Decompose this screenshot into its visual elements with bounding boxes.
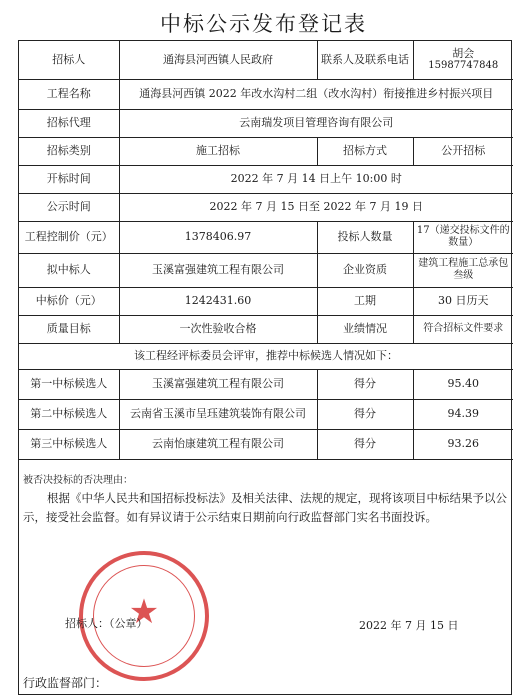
page-title: 中标公示发布登记表	[160, 12, 367, 36]
performance-value: 符合招标文件要求	[413, 315, 513, 343]
category-value: 施工招标	[119, 137, 317, 165]
table-row	[19, 41, 513, 79]
table-row	[19, 429, 513, 459]
tenderer-signature: 招标人：（公章）	[65, 617, 148, 630]
winner-value: 玉溪富强建筑工程有限公司	[119, 253, 317, 287]
candidate-score-label: 得分	[317, 429, 413, 459]
qualification-value: 建筑工程施工总承包叁级	[413, 253, 513, 287]
bid-price-value: 1242431.60	[119, 287, 317, 315]
tenderer-label: 招标人	[19, 41, 119, 79]
table-row	[19, 109, 513, 137]
tenderer-value: 通海县河西镇人民政府	[119, 41, 317, 79]
candidate-score: 93.26	[413, 429, 513, 459]
review-note: 该工程经评标委员会评审，推荐中标候选人情况如下：	[19, 343, 513, 369]
project-value: 通海县河西镇 2022 年改水沟村二组（改水沟村）衔接推进乡村振兴项目	[119, 79, 513, 109]
agent-value: 云南瑞发项目管理咨询有限公司	[119, 109, 513, 137]
publicity-time-value: 2022 年 7 月 15 日至 2022 年 7 月 19 日	[119, 193, 513, 221]
bidders-label: 投标人数量	[317, 221, 413, 253]
winner-label: 拟中标人	[19, 253, 119, 287]
declaration-text: 根据《中华人民共和国招标投标法》及相关法律、法规的规定，现将该项目中标结果予以公示，接受社会监督。如有异议请于公示结束日期前向行政监督部门实名书面投诉。	[23, 491, 507, 524]
table-row	[19, 221, 513, 253]
control-price-label: 工程控制价（元）	[19, 221, 119, 253]
table-row	[19, 399, 513, 429]
candidate-rank: 第二中标候选人	[19, 399, 119, 429]
objection-reason-label: 被否决投标的否决理由：	[23, 475, 133, 486]
open-time-value: 2022 年 7 月 14 日上午 10:00 时	[119, 165, 513, 193]
open-time-label: 开标时间	[19, 165, 119, 193]
table-row	[19, 315, 513, 343]
info-table	[19, 41, 513, 460]
candidate-name: 云南怡康建筑工程有限公司	[119, 429, 317, 459]
bidders-value: 17（递交投标文件的数量）	[413, 221, 513, 253]
contact-phone: 15987747848	[428, 60, 499, 72]
contact-name: 胡会	[452, 46, 475, 60]
signature-date: 2022 年 7 月 15 日	[359, 619, 459, 632]
candidate-score: 95.40	[413, 369, 513, 399]
performance-label: 业绩情况	[317, 315, 413, 343]
method-value: 公开招标	[413, 137, 513, 165]
quality-value: 一次性验收合格	[119, 315, 317, 343]
quality-label: 质量目标	[19, 315, 119, 343]
table-row	[19, 137, 513, 165]
project-label: 工程名称	[19, 79, 119, 109]
registration-form	[18, 40, 512, 695]
method-label: 招标方式	[317, 137, 413, 165]
candidate-rank: 第一中标候选人	[19, 369, 119, 399]
candidate-score: 94.39	[413, 399, 513, 429]
period-value: 30 日历天	[413, 287, 513, 315]
table-row	[19, 165, 513, 193]
table-row	[19, 193, 513, 221]
publicity-time-label: 公示时间	[19, 193, 119, 221]
table-row	[19, 253, 513, 287]
candidate-rank: 第三中标候选人	[19, 429, 119, 459]
bid-price-label: 中标价（元）	[19, 287, 119, 315]
agent-label: 招标代理	[19, 109, 119, 137]
table-row	[19, 287, 513, 315]
seal-star-icon: ★	[128, 592, 160, 632]
candidate-score-label: 得分	[317, 369, 413, 399]
supervisor-label: 行政监督部门：	[23, 676, 108, 690]
candidate-name: 玉溪富强建筑工程有限公司	[119, 369, 317, 399]
candidate-name: 云南省玉溪市呈珏建筑装饰有限公司	[119, 399, 317, 429]
contact-value	[413, 41, 513, 79]
control-price-value: 1378406.97	[119, 221, 317, 253]
qualification-label: 企业资质	[317, 253, 413, 287]
contact-label: 联系人及联系电话	[317, 41, 413, 79]
table-row	[19, 369, 513, 399]
candidate-score-label: 得分	[317, 399, 413, 429]
table-row	[19, 79, 513, 109]
table-row	[19, 343, 513, 369]
category-label: 招标类别	[19, 137, 119, 165]
period-label: 工期	[317, 287, 413, 315]
